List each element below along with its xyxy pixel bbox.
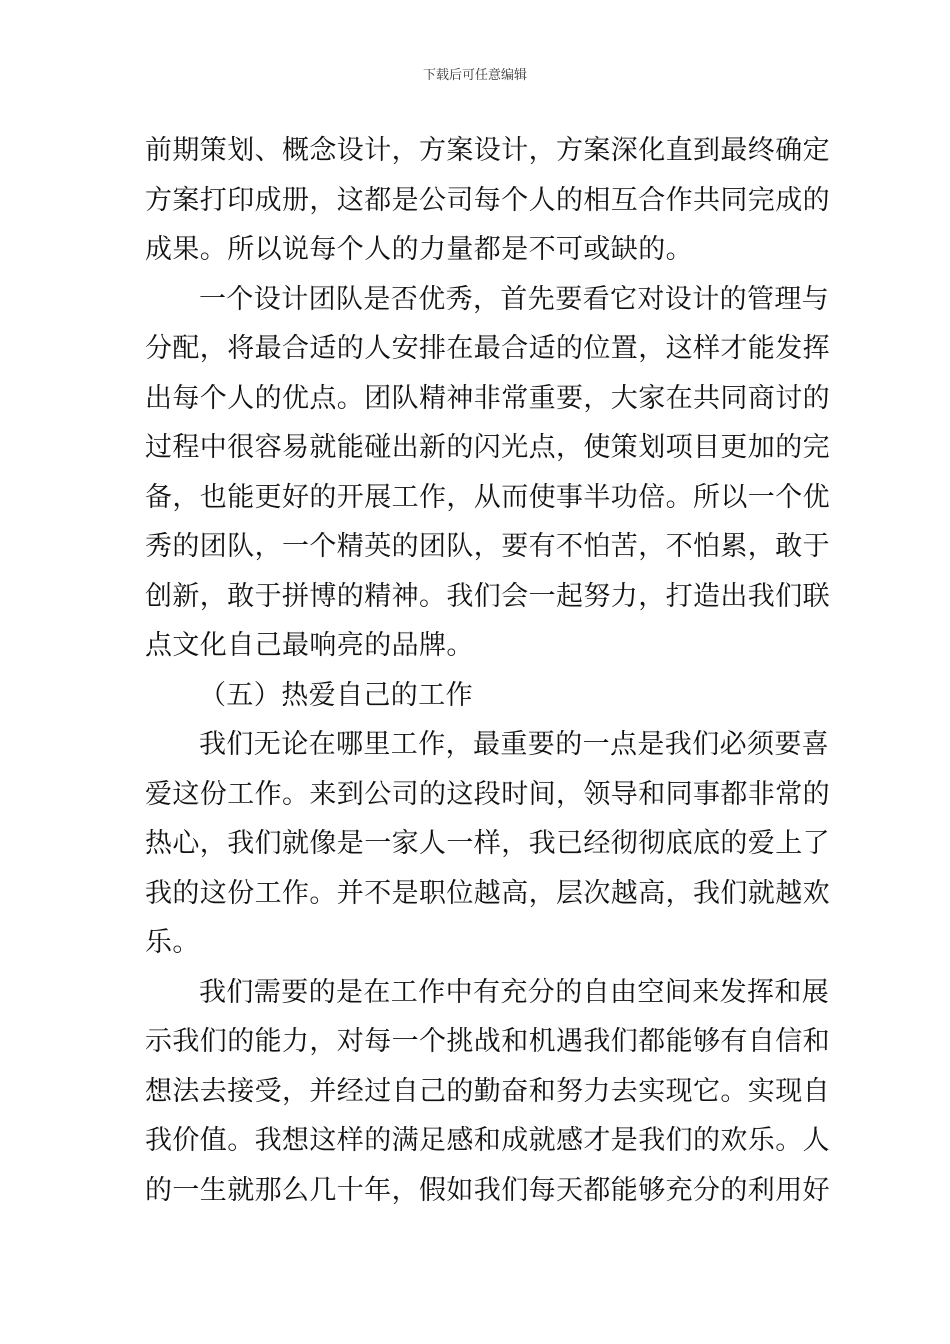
text-line: 爱这份工作。来到公司的这段时间，领导和同事都非常的 xyxy=(145,778,830,810)
text-line: 我的这份工作。并不是职位越高，层次越高，我们就越欢 xyxy=(145,877,830,909)
document-body xyxy=(145,126,830,1215)
text-line: 过程中很容易就能碰出新的闪光点，使策划项目更加的完 xyxy=(145,432,830,463)
text-line: 的一生就那么几十年，假如我们每天都能够充分的利用好 xyxy=(145,1174,830,1206)
text-line: 我价值。我想这样的满足感和成就感才是我们的欢乐。人 xyxy=(145,1125,830,1156)
text-line: 方案打印成册，这都是公司每个人的相互合作共同完成的 xyxy=(145,184,830,216)
paragraph-first-line: 我们无论在哪里工作，最重要的一点是我们必须要喜 xyxy=(199,729,830,760)
paragraph-first-line: 我们需要的是在工作中有充分的自由空间来发挥和展 xyxy=(199,976,830,1008)
paragraph-first-line: 一个设计团队是否优秀，首先要看它对设计的管理与 xyxy=(199,283,830,315)
text-line: 乐。 xyxy=(145,927,200,958)
text-line: 前期策划、概念设计，方案设计，方案深化直到最终确定 xyxy=(145,135,830,166)
text-line: 分配，将最合适的人安排在最合适的位置，这样才能发挥 xyxy=(145,333,830,364)
text-line: 点文化自己最响亮的品牌。 xyxy=(145,630,474,661)
text-line: 成果。所以说每个人的力量都是不可或缺的。 xyxy=(145,234,693,265)
text-line: 创新，敢于拼博的精神。我们会一起努力，打造出我们联 xyxy=(145,580,830,612)
text-line: 备，也能更好的开展工作，从而使事半功倍。所以一个优 xyxy=(145,481,830,513)
text-line: 秀的团队，一个精英的团队，要有不怕苦，不怕累，敢于 xyxy=(145,531,830,562)
text-line: 想法去接受，并经过自己的勤奋和努力去实现它。实现自 xyxy=(145,1075,830,1107)
text-line: 热心，我们就像是一家人一样，我已经彻彻底底的爱上了 xyxy=(145,828,830,859)
section-heading: （五）热爱自己的工作 xyxy=(199,679,473,711)
text-line: 出每个人的优点。团队精神非常重要，大家在共同商讨的 xyxy=(145,382,830,414)
page-header: 下载后可任意编辑 xyxy=(422,68,527,83)
text-line: 示我们的能力，对每一个挑战和机遇我们都能够有自信和 xyxy=(145,1026,830,1057)
